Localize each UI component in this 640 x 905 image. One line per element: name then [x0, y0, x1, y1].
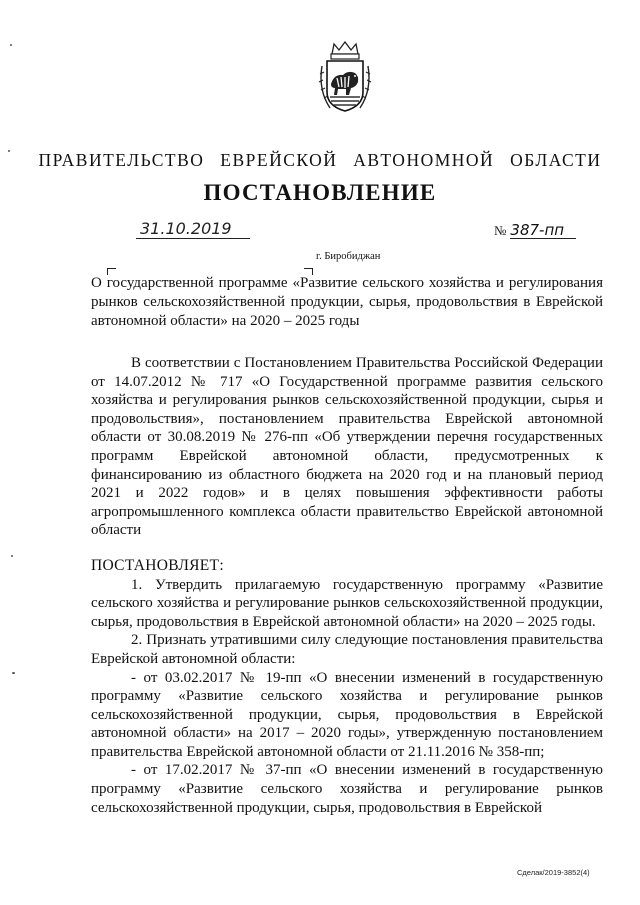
document-date: 31.10.2019	[136, 220, 250, 239]
document-title: О государственной программе «Развитие сельского хозяйства и регулирования рынков сельскохозяйственной продукции, сырья, продовольствия в Еврейской автономной области» на 2020 – 2025 годы	[91, 275, 603, 329]
repealed-item-1: - от 03.02.2017 № 19-пп «О внесении изменений в государственную программу «Развитие сельского хозяйства и регулирование рынков сельскохозяйственной продукции, сырья, продовольствия в Еврейской автономной области» на 2017 – 2020 годы», утвержденную постановлением правительства Еврейской автономной области от 21.11.2016 № 358-пп;	[91, 669, 603, 760]
number-prefix: №	[494, 223, 507, 238]
item-2-paragraph: 2. Признать утратившими силу следующие постановления правительства Еврейской автономной области:	[91, 632, 603, 667]
city-name: г. Биробиджан	[316, 251, 381, 262]
scan-speck	[12, 672, 15, 674]
repealed-item-2: - от 17.02.2017 № 37-пп «О внесении изменений в государственную программу «Развитие сельского хозяйства и регулирование рынков сельскохозяйственной продукции, сырья, продовольствия в Еврейской	[91, 762, 603, 816]
item-1-paragraph: 1. Утвердить прилагаемую государственную программу «Развитие сельского хозяйства и регулирование рынков сельскохозяйственной продукции, сырья, продовольствия в Еврейской автономной области» на 2020 – 2025 годы.	[91, 576, 603, 630]
scan-speck	[11, 555, 13, 557]
scan-speck	[10, 44, 12, 46]
document-body	[91, 354, 603, 817]
organization-name: ПРАВИТЕЛЬСТВО ЕВРЕЙСКОЙ АВТОНОМНОЙ ОБЛАСТИ	[38, 150, 602, 170]
preamble-paragraph: В соответствии с Постановлением Правительства Российской Федерации от 14.07.2012 № 717 «О Государственной программе развития сельского хозяйства и регулирования рынков сельскохозяйственной продукции, сырья и продовольствия», постановлением правительства Еврейской автономной области от 30.08.2019 № 276-пп «Об утверждении перечня государственных программ Еврейской автономной области, предусмотренных к финансированию из областного бюджета на 2020 год и на плановый период 2021 и 2022 годов» и в целях повышения эффективности работы агропромышленного комплекса области правительство Еврейской автономной области	[91, 355, 603, 539]
decree-heading: ПОСТАНОВЛЯЕТ:	[91, 556, 224, 574]
document-code-footer: Сделак/2019-3852(4)	[517, 868, 590, 877]
document-number	[494, 222, 576, 239]
number-value: 387-пп	[510, 222, 576, 239]
scan-speck	[8, 150, 10, 152]
coat-of-arms-icon	[316, 40, 374, 114]
document-type: ПОСТАНОВЛЕНИЕ	[203, 180, 437, 205]
